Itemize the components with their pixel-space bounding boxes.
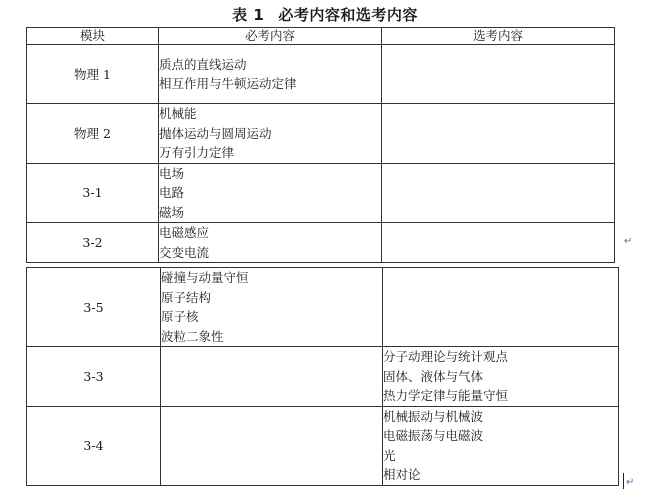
required-topic: 万有引力定律	[159, 145, 235, 160]
elective-topic: 光	[383, 447, 396, 463]
elective-topic: 分子动理论与统计观点	[383, 349, 509, 364]
elective-topic: 机械振动与机械波	[383, 408, 484, 424]
required-topic: 抛体运动与圆周运动	[159, 125, 272, 141]
elective-cell	[382, 45, 615, 104]
paragraph-mark-end: ↵	[626, 477, 635, 488]
required-topic: 波粒二象性	[161, 328, 224, 344]
text-cursor	[623, 473, 624, 489]
header-elective: 选考内容	[382, 28, 615, 45]
required-cell	[159, 45, 382, 104]
content-table-bottom	[26, 267, 619, 486]
required-topic: 磁场	[159, 204, 185, 220]
elective-cell	[382, 104, 615, 164]
table-caption	[0, 4, 650, 25]
module-cell: 物理 1	[27, 45, 159, 104]
module-cell: 物理 2	[27, 104, 159, 164]
required-topic: 电磁感应	[159, 225, 210, 240]
required-topic: 原子核	[161, 309, 199, 324]
table-row	[27, 223, 615, 263]
elective-cell	[382, 223, 615, 263]
required-topic: 碰撞与动量守恒	[161, 270, 249, 285]
table-row	[27, 45, 615, 104]
elective-topic: 相对论	[383, 467, 421, 482]
required-topic: 交变电流	[159, 244, 210, 260]
module-cell: 3-5	[27, 268, 161, 347]
required-topic: 相互作用与牛顿运动定律	[159, 76, 297, 91]
module-cell: 3-3	[27, 347, 161, 407]
required-topic: 机械能	[159, 106, 197, 121]
elective-cell	[383, 406, 619, 485]
table-bottom-body	[27, 268, 619, 486]
required-topic: 电场	[159, 165, 185, 181]
table-row	[27, 406, 619, 485]
header-required: 必考内容	[159, 28, 382, 45]
elective-cell	[383, 268, 619, 347]
required-cell	[161, 347, 383, 407]
required-cell	[161, 268, 383, 347]
elective-topic: 固体、液体与气体	[383, 368, 484, 384]
table-top-body	[27, 28, 615, 263]
module-cell: 3-4	[27, 406, 161, 485]
required-cell	[161, 406, 383, 485]
table-title: 必考内容和选考内容	[278, 6, 418, 24]
paragraph-mark: ↵	[624, 236, 633, 247]
header-module: 模块	[27, 28, 159, 45]
required-cell	[159, 163, 382, 223]
elective-cell	[382, 163, 615, 223]
table-number: 表 1	[232, 6, 265, 24]
module-cell: 3-1	[27, 163, 159, 223]
required-cell	[159, 104, 382, 164]
required-topic: 质点的直线运动	[159, 56, 247, 72]
table-row	[27, 163, 615, 223]
elective-topic: 电磁振荡与电磁波	[383, 428, 484, 443]
elective-topic: 热力学定律与能量守恒	[383, 388, 509, 403]
elective-cell	[383, 347, 619, 407]
module-cell: 3-2	[27, 223, 159, 263]
required-topic: 原子结构	[161, 289, 212, 305]
table-row	[27, 268, 619, 347]
table-row	[27, 104, 615, 164]
header-row	[27, 28, 615, 45]
table-row	[27, 347, 619, 407]
required-cell	[159, 223, 382, 263]
required-topic: 电路	[159, 185, 185, 200]
content-table-top	[26, 27, 615, 263]
